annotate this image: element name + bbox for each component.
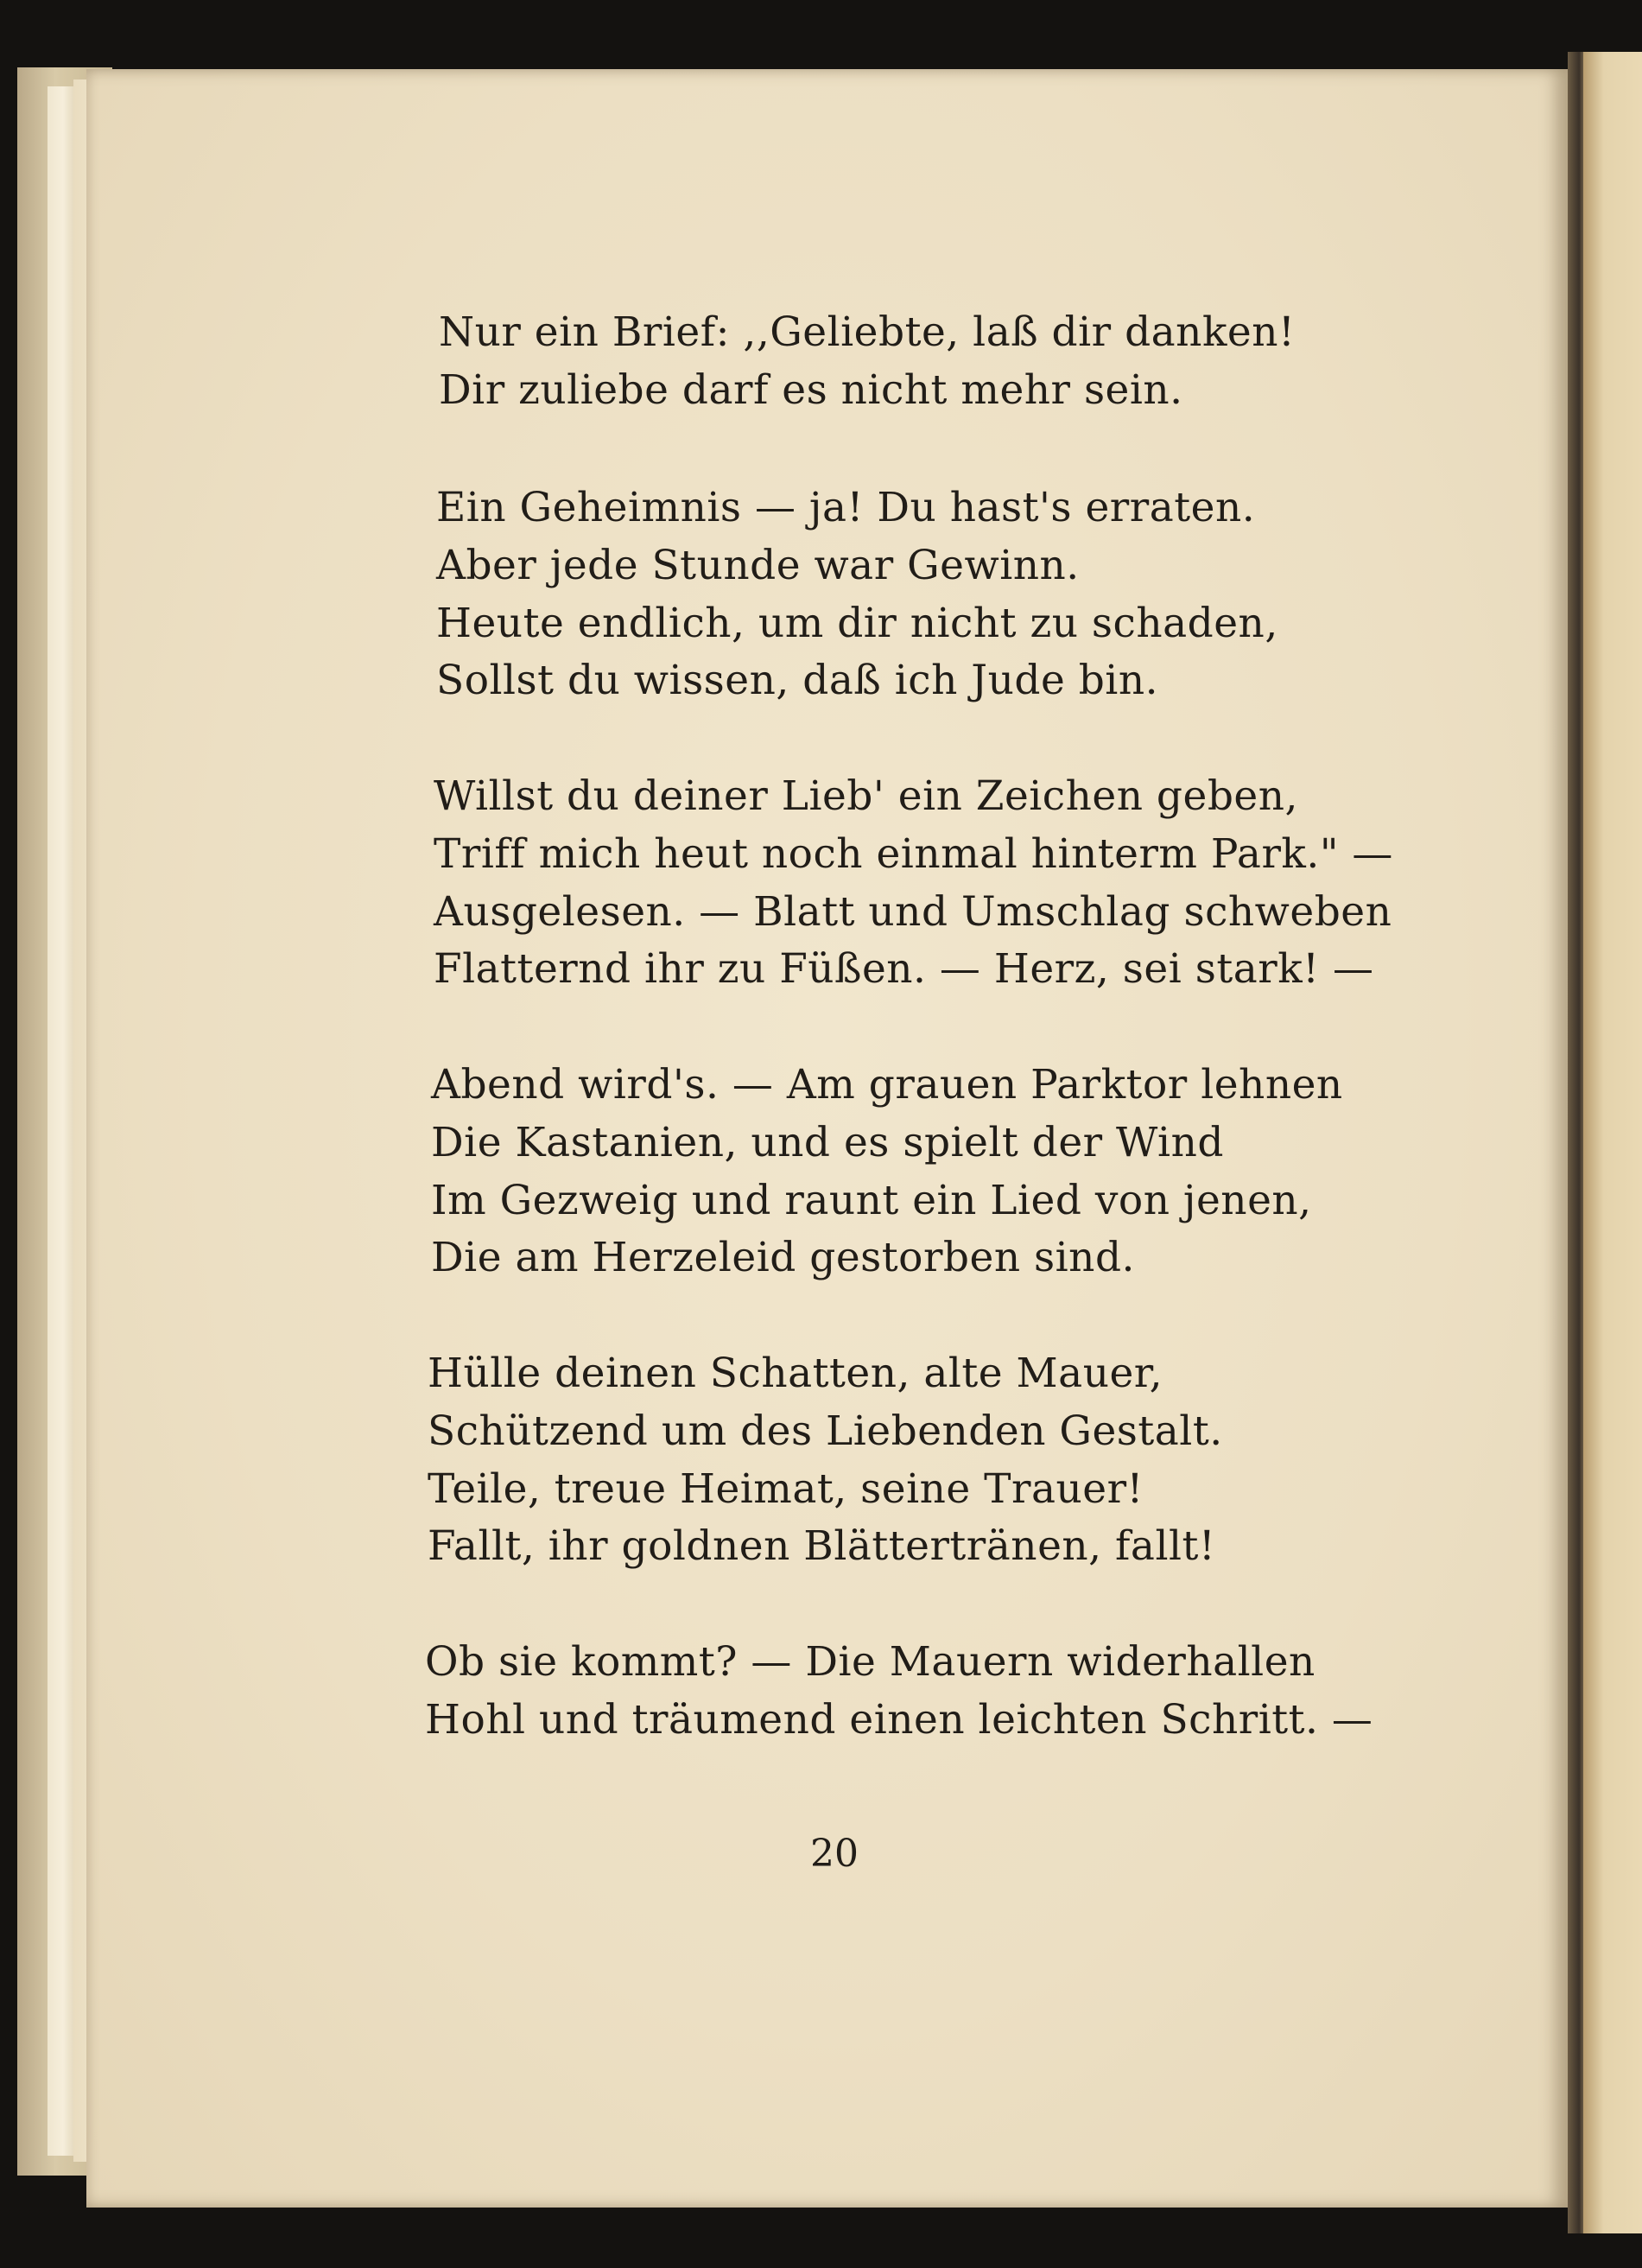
poem-line: Im Gezweig und raunt ein Lied von jenen, (431, 1177, 1312, 1224)
poem-line: Teile, treue Heimat, seine Trauer! (428, 1465, 1144, 1513)
poem-line: Die am Herzeleid gestorben sind. (431, 1234, 1135, 1281)
poem-line: Ausgelesen. — Blatt und Umschlag schweben (434, 888, 1392, 936)
poem-line: Abend wird's. — Am grauen Parktor lehnen (431, 1061, 1343, 1109)
poem-line: Flatternd ihr zu Füßen. — Herz, sei stark! — (434, 945, 1374, 993)
poem-line: Hohl und träumend einen leichten Schritt. — (425, 1696, 1373, 1744)
poem-line: Ein Geheimnis — ja! Du hast's erraten. (436, 484, 1256, 531)
poem-line: Ob sie kommt? — Die Mauern widerhallen (425, 1638, 1316, 1686)
poem-line: Fallt, ihr goldnen Blättertränen, fallt! (428, 1522, 1216, 1570)
page-number: 20 (810, 1832, 859, 1876)
poem-line: Sollst du wissen, daß ich Jude bin. (436, 657, 1159, 704)
poem-line: Willst du deiner Lieb' ein Zeichen geben, (434, 772, 1298, 820)
poem-line: Triff mich heut noch einmal hinterm Park." — (434, 830, 1393, 878)
poem-line: Hülle deinen Schatten, alte Mauer, (428, 1350, 1163, 1397)
poem-line: Dir zuliebe darf es nicht mehr sein. (439, 366, 1183, 414)
poem-line: Schützend um des Liebenden Gestalt. (428, 1407, 1223, 1455)
poem-line: Heute endlich, um dir nicht zu schaden, (436, 600, 1278, 647)
poem-line: Aber jede Stunde war Gewinn. (436, 542, 1080, 589)
poem-line: Die Kastanien, und es spielt der Wind (431, 1119, 1224, 1166)
poem-line: Nur ein Brief: ,,Geliebte, laß dir danken! (439, 308, 1296, 356)
